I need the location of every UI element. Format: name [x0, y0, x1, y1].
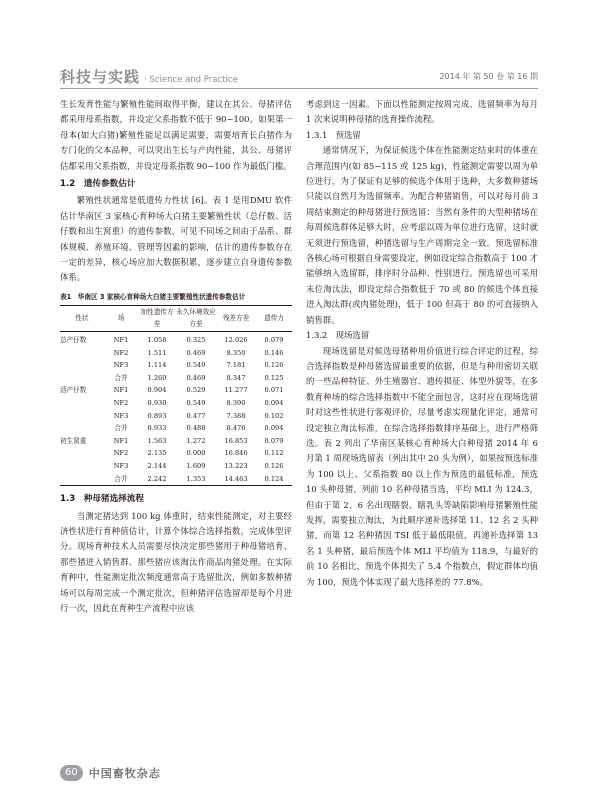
cell-trait — [60, 359, 104, 372]
cell-perm-env: 1.272 — [186, 436, 206, 445]
cell-perm-env: 0.529 — [186, 386, 206, 395]
cell-perm-env: 0.549 — [186, 399, 206, 408]
cell-h2: 0.094 — [264, 424, 284, 433]
cell-perm-env: 0.325 — [186, 336, 206, 345]
cell-additive: 1.114 — [147, 361, 167, 370]
cell-farm: NF2 — [113, 399, 129, 408]
section-heading: 1.2 遗传参数估计 — [60, 179, 136, 190]
table-row — [60, 473, 292, 486]
paragraph: 当测定猪达到 100 kg 体重时，结束性能测定，对主要经济性状进行育种值估计，计算个体综合选择指数，完成体型评分。现场育种技术人员需要尽快决定那些猪用于种母猪培育、那些猪进入销售群、那些猪应该淘汰作商品肉猪处理。在实际育种中，性能测定批次频度通常高于选留批次，例如多数种猪场可以每周完成一个测定批次，但种猪评估选留却是每个月进行一次，因此在育种生产流程中应该 — [60, 510, 292, 614]
cell-additive: 2.144 — [147, 462, 167, 470]
cell-additive: 1.058 — [147, 336, 167, 345]
cell-perm-env: 1.609 — [186, 462, 206, 470]
cell-farm: NF3 — [113, 361, 129, 370]
cell-h2: 0.079 — [264, 336, 284, 345]
cell-additive: 0.930 — [147, 399, 167, 408]
cell-residual: 14.463 — [216, 473, 256, 486]
header-divider — [60, 88, 538, 89]
col-header-trait: 性状 — [60, 305, 104, 331]
cell-residual: 7.181 — [226, 361, 246, 370]
cell-trait — [60, 372, 104, 385]
cell-additive: 2.135 — [147, 449, 167, 458]
cell-h2: 0.102 — [264, 411, 284, 420]
cell-farm: NF2 — [113, 348, 129, 357]
cell-residual: 11.277 — [224, 386, 248, 395]
col-header-additive: 加性遗传方差 — [138, 305, 176, 331]
section-title: 科技与实践 — [60, 68, 141, 86]
cell-additive: 0.933 — [147, 424, 167, 433]
cell-h2: 0.126 — [264, 462, 284, 470]
table-row — [60, 397, 292, 410]
table-row — [60, 447, 292, 460]
cell-h2: 0.126 — [264, 361, 284, 370]
cell-residual: 8.390 — [226, 399, 246, 408]
cell-residual: 8.350 — [226, 348, 246, 357]
cell-perm-env: 1.353 — [176, 473, 216, 486]
cell-perm-env: 0.488 — [186, 424, 206, 433]
cell-additive: 1.260 — [147, 373, 167, 382]
table-row — [60, 359, 292, 372]
subsection-heading: 1.3.1 预选留 — [306, 129, 361, 140]
table-row — [60, 384, 292, 397]
section-heading: 1.3 种母猪选择流程 — [60, 494, 144, 505]
cell-h2: 0.071 — [264, 386, 284, 395]
page-footer — [60, 765, 161, 781]
paragraph: 繁殖性状通常是低遗传力性状 [6]。表 1 是用DMU 软件估计华南区 3 家核心育种场大白猪主要繁殖性状（总仔数、活仔数和出生窝重）的遗传参数，可见不同场之间由于品系、群体规模、养殖环境、管理等因素的影响，估计的遗传参数存在一定的差异，核心场应加大数据积累，逐步建立自身遗传参数体系。 — [60, 195, 292, 283]
page-number: 60 — [60, 765, 83, 781]
cell-farm: 合并 — [104, 473, 138, 486]
cell-trait: 总产仔数 — [60, 336, 87, 345]
cell-farm: NF3 — [113, 411, 129, 420]
cell-trait: 初生窝重 — [60, 436, 87, 445]
cell-trait — [60, 347, 104, 360]
section-subtitle: · Science and Practice — [144, 75, 238, 85]
genetic-parameter-table — [60, 305, 292, 486]
subsection-heading: 1.3.2 现场选留 — [306, 330, 370, 341]
cell-h2: 0.094 — [264, 399, 284, 408]
col-header-perm-env: 永久环境效应方差 — [176, 305, 216, 331]
cell-farm: NF1 — [113, 386, 129, 395]
cell-farm: NF3 — [113, 462, 129, 470]
left-column — [60, 97, 292, 616]
table-row — [60, 435, 292, 448]
cell-additive: 1.563 — [147, 436, 167, 445]
cell-perm-env: 0.000 — [186, 449, 206, 458]
cell-farm: NF2 — [113, 449, 129, 458]
table-row — [60, 332, 292, 347]
cell-trait: 活产仔数 — [60, 386, 87, 395]
cell-residual: 7.388 — [226, 411, 246, 420]
cell-perm-env: 0.477 — [186, 411, 206, 420]
cell-perm-env: 0.549 — [186, 361, 206, 370]
cell-farm: NF1 — [113, 336, 129, 345]
cell-h2: 0.112 — [264, 449, 284, 458]
cell-trait — [60, 460, 104, 473]
cell-farm: 合并 — [114, 373, 128, 382]
cell-additive: 2.242 — [138, 473, 176, 486]
cell-residual: 8.476 — [226, 424, 246, 433]
cell-h2: 0.125 — [264, 373, 284, 382]
table-row — [60, 460, 292, 473]
section-brand — [60, 66, 238, 86]
col-header-farm: 场 — [104, 305, 138, 331]
journal-name: 中国畜牧杂志 — [88, 767, 161, 780]
cell-h2: 0.146 — [264, 348, 284, 357]
col-header-residual: 残差方差 — [216, 305, 256, 331]
cell-additive: 0.904 — [147, 386, 167, 395]
right-column — [306, 97, 538, 590]
cell-perm-env: 0.469 — [186, 348, 206, 357]
cell-trait — [60, 422, 104, 435]
cell-perm-env: 0.469 — [186, 373, 206, 382]
cell-residual: 13.223 — [224, 462, 248, 470]
table-row — [60, 372, 292, 385]
paragraph: 考虑到这一因素。下面以性能测定按周完成、选留频率为每月 1 次来说明种母猪的选育操作流程。 — [306, 99, 538, 125]
cell-trait — [60, 410, 104, 423]
table-row — [60, 347, 292, 360]
cell-trait — [60, 397, 104, 410]
table-row — [60, 422, 292, 435]
table-caption: 表1 华南区 3 家核心育种场大白猪主要繁殖性状遗传参数估计 — [60, 292, 246, 301]
cell-residual: 16.853 — [224, 436, 248, 445]
cell-farm: NF1 — [113, 436, 129, 445]
cell-trait — [60, 447, 104, 460]
table-row — [60, 410, 292, 423]
paragraph: 通常情况下，为保证候选个体在性能测定结束时的体重在合理范围内(如 85~115 或 125 kg)，性能测定需要以周为单位进行，为了保证有足够的候选个体用于选种，大多数种猪场只能以自然月为选留频率。为配合种猪销售，可以对每月前 3 周结束测定的种母猪进行预选留：当然有条件的大型种猪场在每周候选群体足够大时，应考虑以周为单位进行选留，这时就无须进行预选留，种猪选留与生产周期完全一致。预选留标准各核心场可根据自身需要设定，例如设定综合指数高于 100 才能够纳入选留群，排序时分品种、性别进行。预选留也可采用末位淘汰法，即设定综合指数低于 70 或 80 的候选个体直接进入淘汰群(或肉猪处理)，低于 100 但高于 80 的可直接纳入销售群。 — [306, 145, 538, 325]
cell-residual: 16.846 — [224, 449, 248, 458]
cell-residual: 12.026 — [224, 336, 248, 345]
cell-h2: 0.124 — [256, 473, 292, 486]
paragraph: 生长发育性能与繁殖性能间取得平衡，建议在其公、母猪评估都采用母系指数，并设定父系指数不低于 90~100。如果第一母本(如大白猪)繁殖性能足以满足需要，需要培育长白猪作为专门化的父本品种，可以突出生长与产肉性能，其公、母猪评估都采用父系指数，并设定母系指数 90~100 作为最低门槛。 — [60, 99, 292, 171]
cell-h2: 0.079 — [264, 436, 284, 445]
cell-additive: 0.893 — [147, 411, 167, 420]
cell-additive: 1.511 — [147, 348, 167, 357]
cell-residual: 8.347 — [226, 373, 246, 382]
issue-info: 2014 年 第 50 卷 第 16 期 — [439, 72, 538, 81]
paragraph: 现场选留是对候选母猪种用价值进行综合评定的过程，综合选择指数是种母猪选留最重要的依据，但是与种用密切关联的一些品种特征、外生殖器官、遗传损征、体型外貌等，在多数育种场的综合选择指数中不能全面包含，这时应在现场选留时对这些性状进行客观评价，尽量考虑实现量化评定，通常可设定独立淘汰标准，在综合选择指数排序基础上，进行严格筛选。表 2 列出了华南区某核心育种场大白种母猪 2014 年 6 月第 1 周现场选留表（列出其中 20 头为例），如果按预选标准为 100 以上、父系指数 80 以上作为预选的最低标准，预选 10 头种母猪，列前 10 名种母猪当选，平均 MLI 为 124.3，但由于第 2、6 名出现瞎裂、瞎乳头等缺陷影响母猪繁殖性能发挥，需要独立淘汰，为此顺序递补选择第 11、12 名 2 头种猪，而第 12 名种猪因 TSI 低于最低限值，再递补选择第 13 名 1 头种猪，最后预选个体 MLI 平均值为 118.9，与最好的前 10 名相比，预选个体损失了 5.4 个指数点，假定群体均值为 100，预选个体实现了最大选择差的 77.8%。 — [306, 345, 538, 587]
col-header-h2: 遗传力 — [256, 305, 292, 331]
cell-farm: 合并 — [114, 424, 128, 433]
cell-trait — [60, 473, 104, 486]
